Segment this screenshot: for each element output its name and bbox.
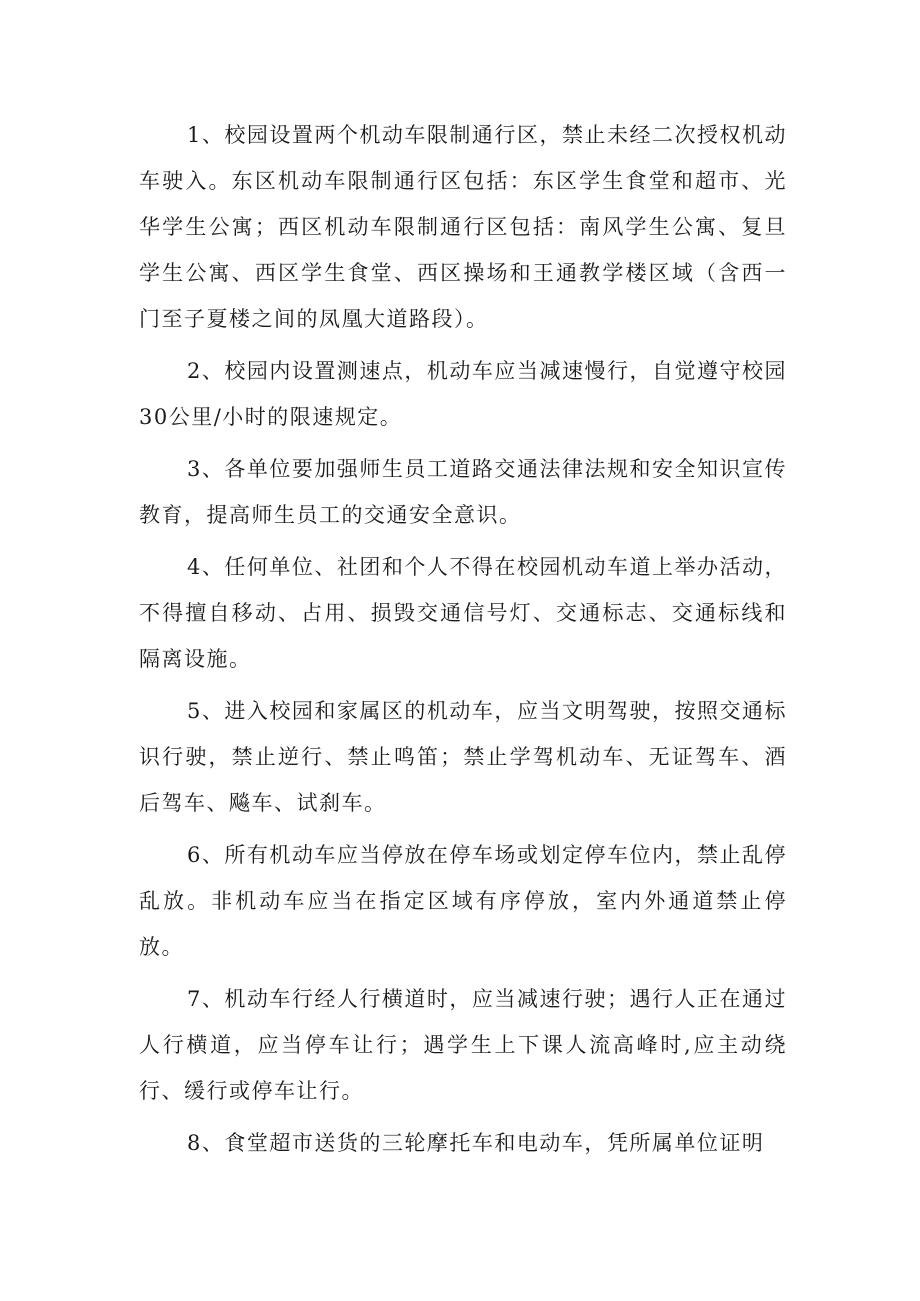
paragraph-2: 2、校园内设置测速点，机动车应当减速慢行，自觉遵守校园30公里/小时的限速规定。 bbox=[139, 359, 787, 429]
paragraph-6: 6、所有机动车应当停放在停车场或划定停车位内，禁止乱停乱放。非机动车应当在指定区域有序停放，室内外通道禁止停放。 bbox=[139, 843, 787, 959]
document-body bbox=[139, 112, 787, 1172]
paragraph-7: 7、机动车行经人行横道时，应当减速行驶；遇行人正在通过人行横道，应当停车让行；遇学生上下课人流高峰时,应主动绕行、缓行或停车让行。 bbox=[139, 987, 787, 1103]
paragraph-8: 8、食堂超市送货的三轮摩托车和电动车，凭所属单位证明 bbox=[187, 1131, 765, 1155]
paragraph-5: 5、进入校园和家属区的机动车，应当文明驾驶，按照交通标识行驶，禁止逆行、禁止鸣笛；禁止学驾机动车、无证驾车、酒后驾车、飚车、试刹车。 bbox=[139, 699, 787, 815]
paragraph-1: 1、校园设置两个机动车限制通行区，禁止未经二次授权机动车驶入。东区机动车限制通行区包括：东区学生食堂和超市、光华学生公寓；西区机动车限制通行区包括：南风学生公寓、复旦学生公寓、西区学生食堂、西区操场和王通教学楼区域（含西一门至子夏楼之间的凤凰大道路段）。 bbox=[139, 123, 787, 331]
paragraph-3: 3、各单位要加强师生员工道路交通法律法规和安全知识宣传教育，提高师生员工的交通安全意识。 bbox=[139, 457, 787, 527]
paragraph-4: 4、任何单位、社团和个人不得在校园机动车道上举办活动，不得擅自移动、占用、损毁交通信号灯、交通标志、交通标线和隔离设施。 bbox=[139, 555, 787, 671]
